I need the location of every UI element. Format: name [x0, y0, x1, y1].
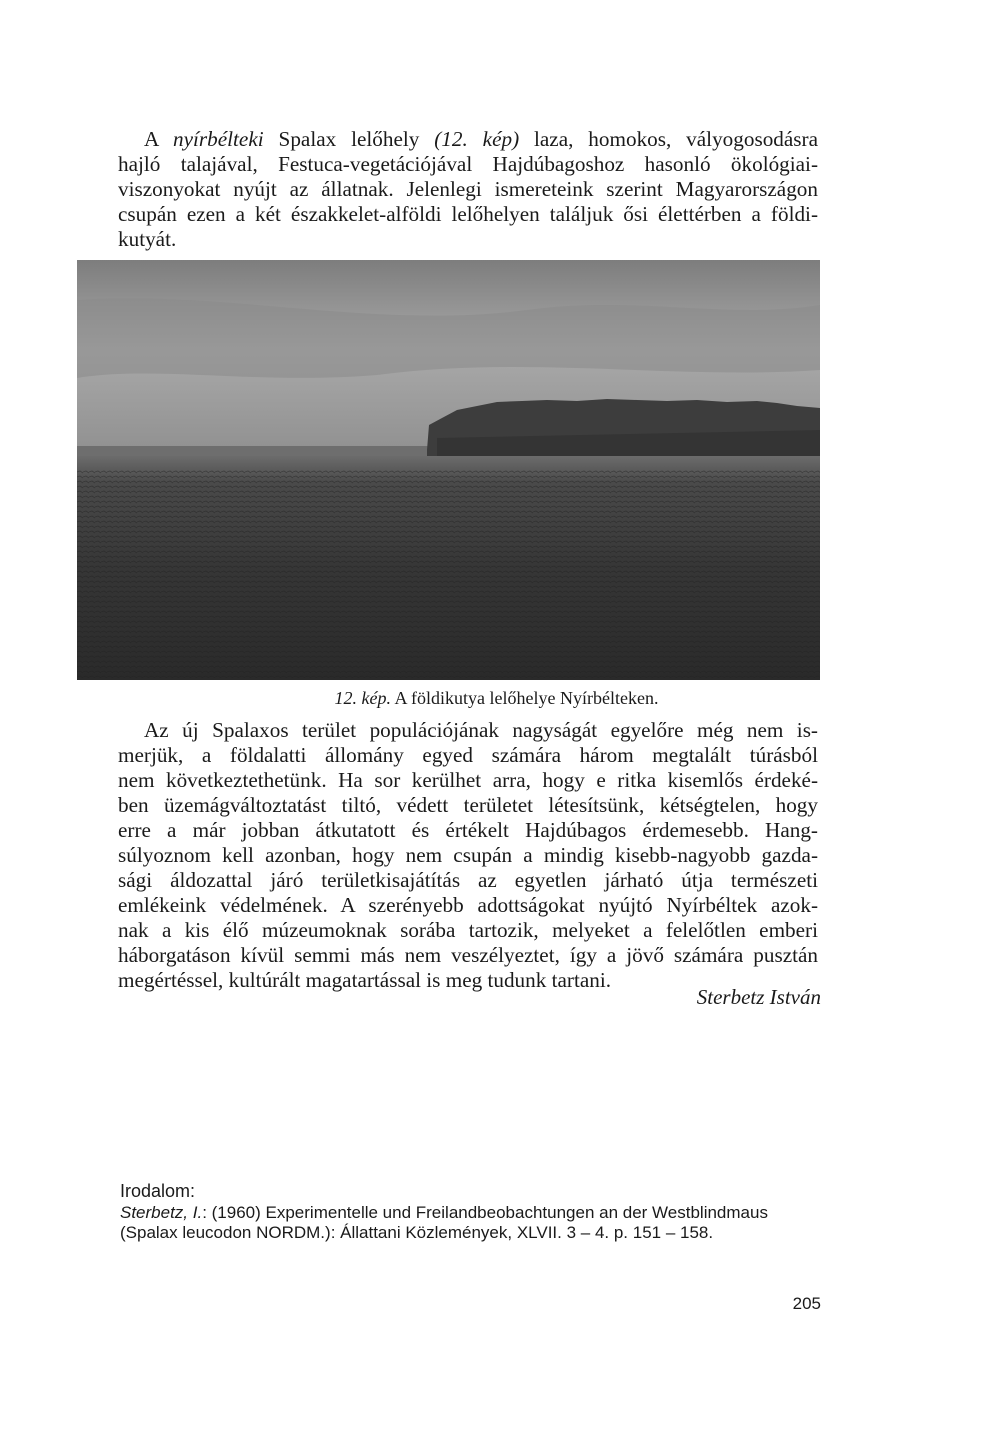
page-number: 205: [792, 1294, 821, 1313]
figure-caption: [0, 687, 993, 709]
paragraph-intro: [118, 127, 818, 252]
references-heading: Irodalom:: [120, 1181, 196, 1201]
author-signature: Sterbetz István: [696, 985, 821, 1009]
paragraph-line: merjük, a földalatti állomány egyed számára három megtalált túrásból: [118, 743, 818, 767]
paragraph-line: súlyoznom kell azonban, hogy nem csupán a mindig kisebb-nagyobb gazda-: [118, 843, 818, 867]
field-texture: [77, 470, 820, 680]
paragraph-line: nak a kis élő múzeumoknak sorába tartozik, melyeket a felelőtlen emberi: [118, 918, 818, 942]
paragraph-line: háborgatáson kívül semmi más nem veszélyeztet, így a jövő számára pusztán: [118, 943, 818, 967]
references: [120, 1181, 820, 1243]
paragraph-main: [118, 718, 818, 993]
paragraph-line: viszonyokat nyújt az állatnak. Jelenlegi ismereteink szerint Magyarországon: [118, 177, 818, 201]
figure-reference: (12. kép): [434, 127, 520, 151]
paragraph-line: megértéssel, kultúrált magatartással is meg tudunk tartani.: [118, 968, 612, 992]
place-name-italic: nyírbélteki: [173, 127, 264, 151]
caption-text: A földikutya lelőhelye Nyírbélteken.: [391, 688, 659, 708]
landscape-photo: [77, 260, 820, 680]
paragraph-line: erre a már jobban átkutatott és értékelt Hajdúbagos érdemesebb. Hang-: [118, 818, 818, 842]
photo-illustration: [77, 260, 820, 680]
paragraph-line: emlékeink védelmének. A szerényebb adottságokat nyújtó Nyírbéltek azok-: [118, 893, 818, 917]
distant-horizon: [77, 446, 437, 456]
text-run: Spalax lelőhely: [263, 127, 435, 151]
text-run: laza, homokos, vályogosodásra: [519, 127, 818, 151]
paragraph-line: Az új Spalaxos terület populációjának nagyságát egyelőre még nem is-: [144, 718, 818, 742]
reference-text: : (1960) Experimentelle und Freilandbeobachtungen an der Westblindmaus: [202, 1203, 768, 1222]
paragraph-line: kutyát.: [118, 227, 177, 251]
reference-author: Sterbetz, I.: [120, 1203, 203, 1222]
paragraph-line: [118, 127, 818, 152]
paragraph-line: sági áldozattal járó területkisajátítás az egyetlen járható útja természeti: [118, 868, 818, 892]
reference-line: [120, 1203, 820, 1223]
reference-line: (Spalax leucodon NORDM.): Állattani Közlemények, XLVII. 3 – 4. p. 151 – 158.: [120, 1223, 714, 1242]
paragraph-line: ben üzemágváltoztatást tiltó, védett területet létesítsünk, kétségtelen, hogy: [118, 793, 818, 817]
paragraph-line: hajló talajával, Festuca-vegetációjával Hajdúbagoshoz hasonló ökológiai-: [118, 152, 818, 176]
paragraph-line: csupán ezen a két északkelet-alföldi lelőhelyen találjuk ősi élettérben a földi-: [118, 202, 818, 226]
figure-number: 12. kép.: [334, 688, 392, 708]
text-run: A: [144, 127, 174, 151]
paragraph-line: nem következtethetünk. Ha sor kerülhet arra, hogy e ritka kisemlős érdeké-: [118, 768, 818, 792]
